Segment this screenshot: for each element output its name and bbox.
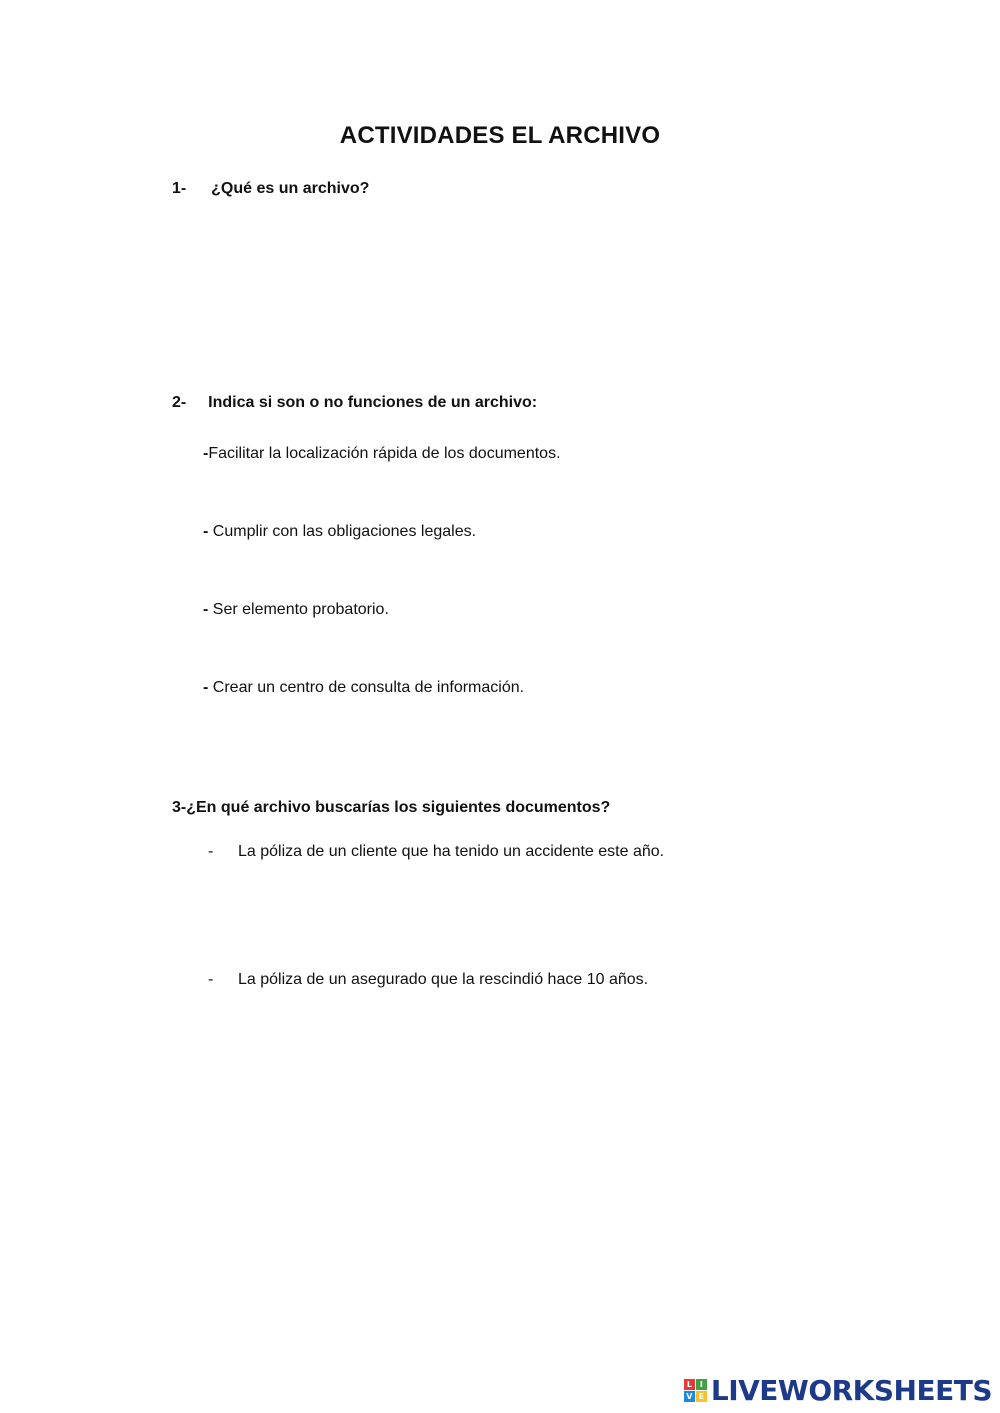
question-2-text: Indica si son o no funciones de un archivo: bbox=[208, 394, 538, 411]
question-1-number: 1- bbox=[172, 180, 187, 197]
question-1-text: ¿Qué es un archivo? bbox=[211, 180, 370, 197]
document-item-2-text: La póliza de un asegurado que la rescindió hace 10 años. bbox=[238, 971, 649, 988]
function-item-1 bbox=[203, 445, 561, 463]
document-item-1-text: La póliza de un cliente que ha tenido un accidente este año. bbox=[238, 843, 665, 860]
logo-block: E bbox=[696, 1391, 707, 1402]
liveworksheets-logo bbox=[684, 1374, 992, 1407]
function-item-2 bbox=[203, 523, 476, 541]
question-1 bbox=[172, 180, 369, 198]
logo-block: V bbox=[684, 1391, 695, 1402]
question-2 bbox=[172, 394, 537, 412]
logo-block: I bbox=[696, 1379, 707, 1390]
question-2-number: 2- bbox=[172, 394, 187, 411]
logo-blocks-icon bbox=[684, 1379, 707, 1402]
logo-text: LIVEWORKSHEETS bbox=[710, 1374, 992, 1407]
item-dash: - bbox=[203, 445, 209, 462]
document-item-1-dash: - bbox=[208, 843, 214, 860]
question-3: 3-¿En qué archivo buscarías los siguientes documentos? bbox=[172, 799, 611, 816]
function-item-1-text: Facilitar la localización rápida de los documentos. bbox=[208, 445, 561, 462]
document-item-2-dash: - bbox=[208, 971, 214, 988]
function-item-3-text: Ser elemento probatorio. bbox=[212, 601, 389, 618]
function-item-2-text: Cumplir con las obligaciones legales. bbox=[212, 523, 477, 540]
item-dash: - bbox=[203, 601, 213, 618]
function-item-3 bbox=[203, 601, 389, 619]
item-dash: - bbox=[203, 679, 213, 696]
function-item-4 bbox=[203, 679, 524, 697]
item-dash: - bbox=[203, 523, 213, 540]
function-item-4-text: Crear un centro de consulta de información. bbox=[212, 679, 525, 696]
logo-block: L bbox=[684, 1379, 695, 1390]
page-title: ACTIVIDADES EL ARCHIVO bbox=[339, 122, 661, 149]
